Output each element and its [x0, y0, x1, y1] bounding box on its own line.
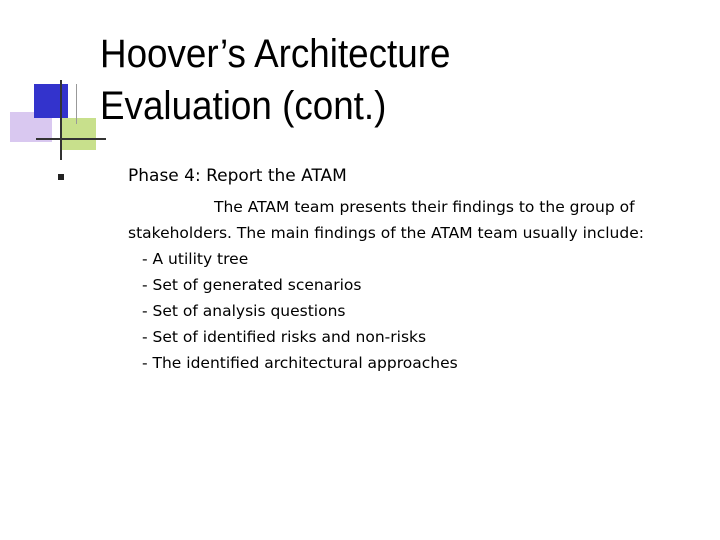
decorative-square-green — [62, 118, 96, 150]
decorative-square-blue — [34, 84, 68, 118]
slide-title — [100, 28, 652, 132]
decorative-line-vertical-thin — [76, 84, 77, 124]
phase-heading: Phase 4: Report the ATAM — [128, 166, 347, 186]
title-line-2: Evaluation (cont.) — [100, 84, 387, 128]
bullet-square-icon — [58, 174, 64, 180]
intro-line-2: stakeholders. The main findings of the ATAM team usually include: — [128, 224, 644, 242]
findings-list — [128, 246, 688, 376]
list-item: - Set of analysis questions — [142, 302, 346, 320]
decorative-line-vertical — [60, 80, 62, 160]
decorative-line-horizontal — [36, 138, 106, 140]
list-item: - Set of generated scenarios — [142, 276, 362, 294]
slide-body — [128, 194, 688, 376]
list-item: - Set of identified risks and non-risks — [142, 328, 427, 346]
title-line-1: Hoover’s Architecture — [100, 32, 451, 76]
list-item: - A utility tree — [142, 250, 249, 268]
list-item: - The identified architectural approaches — [142, 354, 458, 372]
intro-line-1: The ATAM team presents their findings to the group of — [214, 198, 635, 216]
